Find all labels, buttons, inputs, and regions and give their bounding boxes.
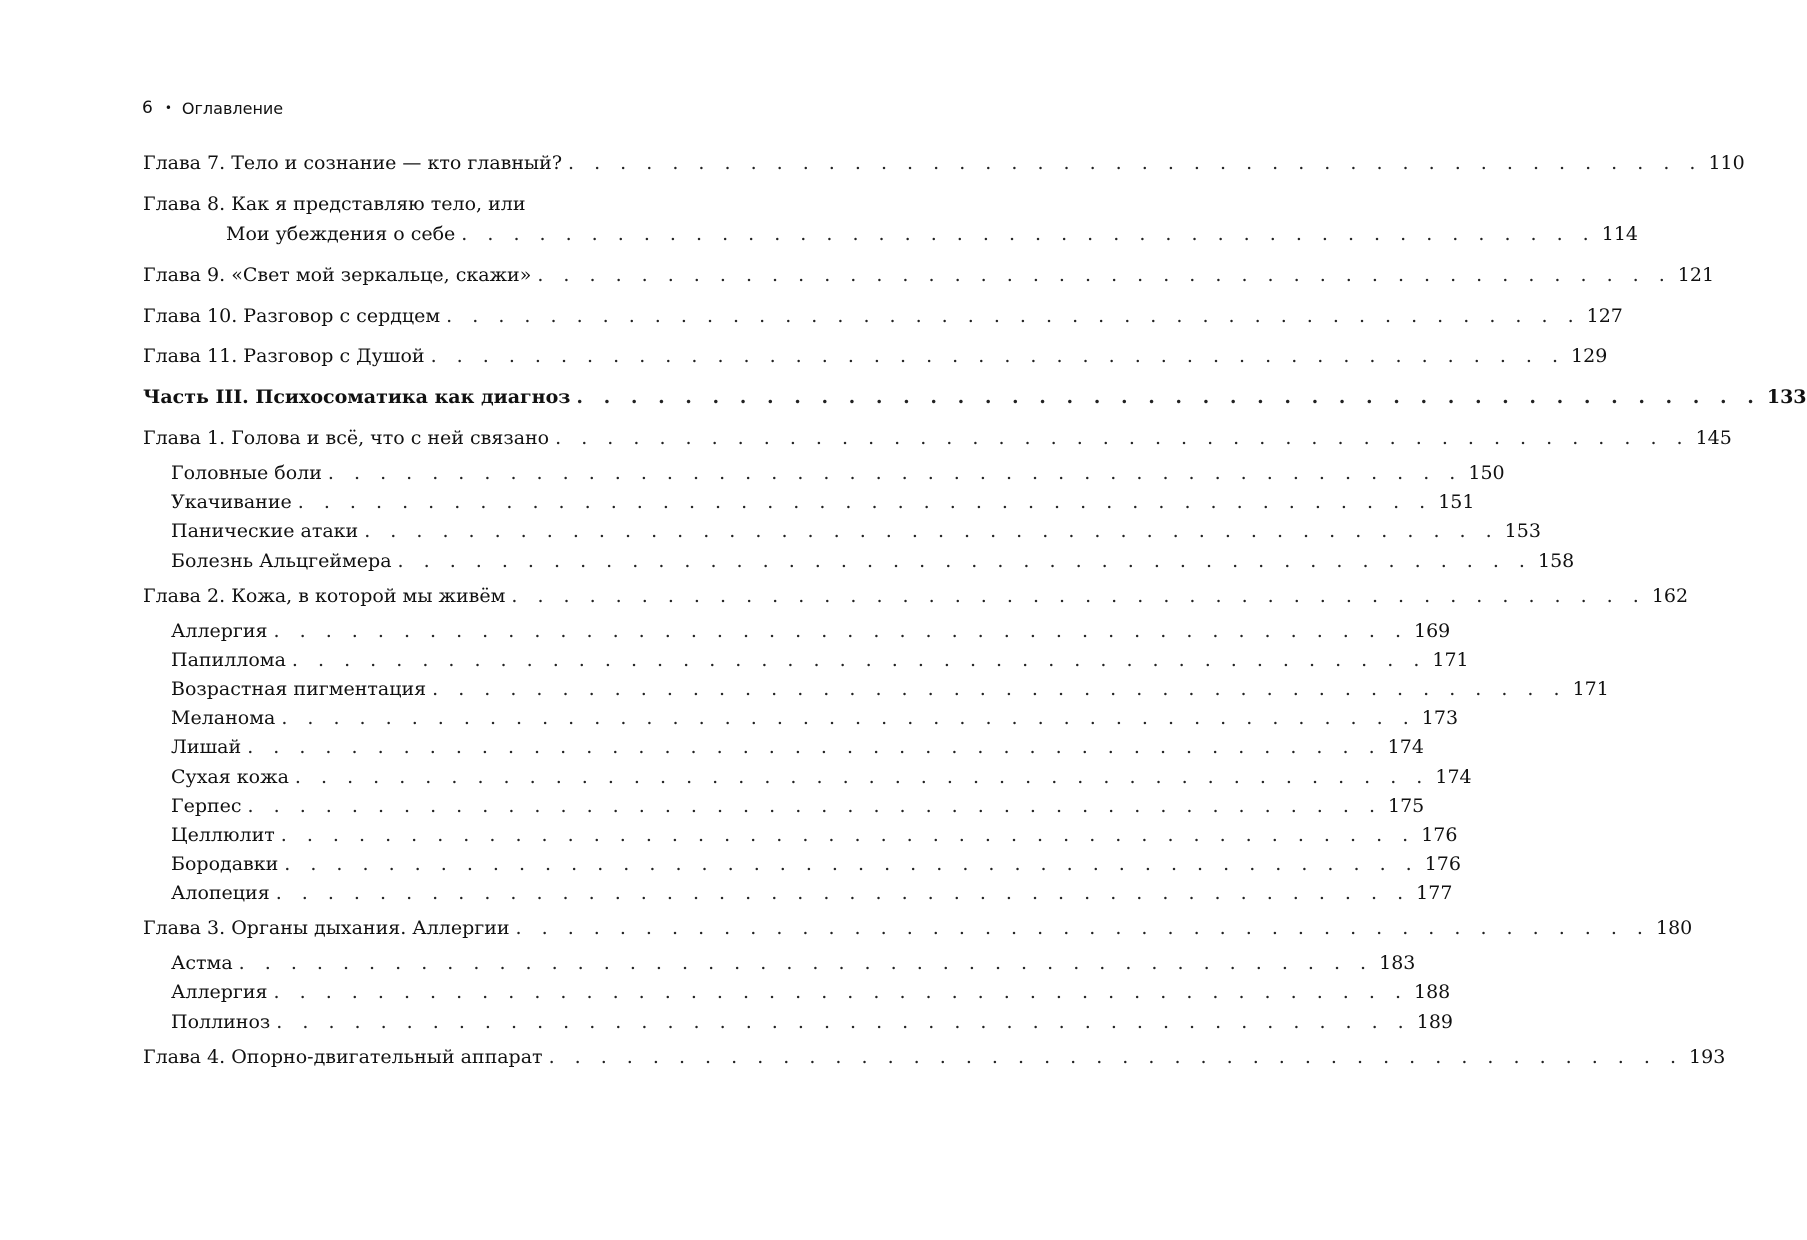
toc-entry-title: Головные боли <box>171 462 322 484</box>
toc-entry-page: 177 <box>1416 882 1453 904</box>
toc-entry-page: 176 <box>1424 853 1461 875</box>
toc-entry-title: Глава 3. Органы дыхания. Аллергии <box>143 917 510 939</box>
toc-entry-title: Поллиноз <box>171 1011 271 1033</box>
toc-subentry[interactable] <box>171 822 1458 848</box>
toc-entry-part3-chapter-2[interactable] <box>143 583 1689 609</box>
toc-entry-title: Глава 11. Разговор с Душой <box>143 345 425 367</box>
toc-entry-title: Лишай <box>171 736 242 758</box>
toc-subentry[interactable] <box>171 548 1575 574</box>
toc-entry-page: 153 <box>1504 520 1541 542</box>
leader-dots: . . . . . . . . . . . . . . . . . . . . . . . . . . . . . . . . . . . . . . . . . . . . <box>281 707 1416 729</box>
leader-dots: . . . . . . . . . . . . . . . . . . . . . . . . . . . . . . . . . . . . . . . . . . . . <box>247 736 1382 758</box>
toc-entry-page: 127 <box>1586 305 1623 327</box>
toc-entry-page: 158 <box>1537 550 1575 572</box>
toc-entry-title: Бородавки <box>171 853 279 875</box>
leader-dots: . . . . . . . . . . . . . . . . . . . . . . . . . . . . . . . . . . . . . . . . . . . . <box>461 223 1596 245</box>
toc-entry-page: 162 <box>1651 585 1689 607</box>
leader-dots: . . . . . . . . . . . . . . . . . . . . . . . . . . . . . . . . . . . . . . . . . . . . <box>275 882 1411 904</box>
toc-entry-title: Глава 4. Опорно-двигательный аппарат <box>143 1046 543 1068</box>
leader-dots: . . . . . . . . . . . . . . . . . . . . . . . . . . . . . . . . . . . . . . . . . . . . <box>397 550 1532 572</box>
running-header <box>142 98 283 118</box>
toc-entry-page: 175 <box>1388 795 1425 817</box>
toc-entry-part3-chapter-1[interactable] <box>143 425 1732 451</box>
toc-entry-part-3[interactable] <box>143 384 1807 410</box>
leader-dots: . . . . . . . . . . . . . . . . . . . . . . . . . . . . . . . . . . . . . . . . . . . . <box>294 766 1430 788</box>
toc-entry-page: 110 <box>1708 152 1745 174</box>
toc-entry-title: Мои убеждения о себе <box>226 223 456 245</box>
toc-entry-page: 188 <box>1414 981 1451 1003</box>
toc-entry-page: 129 <box>1571 345 1608 367</box>
leader-dots: . . . . . . . . . . . . . . . . . . . . . . . . . . . . . . . . . . . . . . . . . . . . <box>273 981 1408 1003</box>
toc-entry-chapter-11[interactable] <box>143 343 1608 369</box>
toc-subentry[interactable] <box>171 979 1451 1005</box>
toc-entry-page: 114 <box>1601 223 1638 245</box>
toc-entry-page: 174 <box>1435 766 1472 788</box>
toc-entry-title: Болезнь Альцгеймера <box>171 550 392 572</box>
toc-subentry[interactable] <box>171 764 1472 790</box>
leader-dots: . . . . . . . . . . . . . . . . . . . . . . . . . . . . . . . . . . . . . . . . . . . . <box>568 152 1703 174</box>
leader-dots: . . . . . . . . . . . . . . . . . . . . . . . . . . . . . . . . . . . . . . . . . . . . <box>548 1046 1684 1068</box>
leader-dots: . . . . . . . . . . . . . . . . . . . . . . . . . . . . . . . . . . . . . . . . . . . . <box>432 678 1567 700</box>
toc-subentry[interactable] <box>171 676 1609 702</box>
leader-dots: . . . . . . . . . . . . . . . . . . . . . . . . . . . . . . . . . . . . . . . . . . . . <box>515 917 1650 939</box>
leader-dots: . . . . . . . . . . . . . . . . . . . . . . . . . . . . . . . . . . . . . . . . . . . . <box>247 795 1382 817</box>
toc-entry-chapter-9[interactable] <box>143 262 1715 288</box>
toc-entry-page: 151 <box>1438 491 1475 513</box>
leader-dots: . . . . . . . . . . . . . . . . . . . . . . . . . . . . . . . . . . . . . . . . . . . . <box>537 264 1672 286</box>
toc-entry-page: 183 <box>1379 952 1416 974</box>
toc-entry-chapter-8-line1[interactable] <box>143 191 526 217</box>
toc-entry-title: Часть III. Психосоматика как диагноз <box>143 386 571 408</box>
toc-entry-title: Герпес <box>171 795 242 817</box>
toc-subentry[interactable] <box>171 1009 1453 1035</box>
toc-entry-page: 171 <box>1432 649 1469 671</box>
toc-subentry[interactable] <box>171 705 1459 731</box>
toc-entry-title: Глава 10. Разговор с сердцем <box>143 305 441 327</box>
toc-subentry[interactable] <box>171 851 1461 877</box>
toc-entry-title: Целлюлит <box>171 824 275 846</box>
toc-entry-page: 171 <box>1572 678 1609 700</box>
toc-subentry[interactable] <box>171 880 1453 906</box>
leader-dots: . . . . . . . . . . . . . . . . . . . . . . . . . . . . . . . . . . . . . . . . . . . . <box>273 620 1408 642</box>
toc-subentry[interactable] <box>171 734 1424 760</box>
toc-entry-title: Возрастная пигментация <box>171 678 427 700</box>
leader-dots: . . . . . . . . . . . . . . . . . . . . . . . . . . . . . . . . . . . . . . . . . . . . <box>555 427 1690 449</box>
leader-dots: . . . . . . . . . . . . . . . . . . . . . . . . . . . . . . . . . . . . . . . . . . . . <box>511 585 1646 607</box>
toc-entry-title: Укачивание <box>171 491 292 513</box>
leader-dots: . . . . . . . . . . . . . . . . . . . . . . . . . . . . . . . . . . . . . . . . . . . . <box>276 1011 1411 1033</box>
header-title: Оглавление <box>181 98 284 118</box>
toc-entry-page: 180 <box>1655 917 1693 939</box>
toc-entry-chapter-10[interactable] <box>143 303 1623 329</box>
toc-entry-page: 173 <box>1421 707 1459 729</box>
toc-entry-page: 145 <box>1695 427 1732 449</box>
toc-subentry[interactable] <box>171 793 1425 819</box>
toc-entry-page: 121 <box>1677 264 1715 286</box>
leader-dots: . . . . . . . . . . . . . . . . . . . . . . . . . . . . . . . . . . . . . . . . . . . . <box>297 491 1433 513</box>
leader-dots: . . . . . . . . . . . . . . . . . . . . . . . . . . . . . . . . . . . . . . . . . . . . <box>430 345 1566 367</box>
toc-entry-title: Панические атаки <box>171 520 359 542</box>
toc-subentry[interactable] <box>171 618 1451 644</box>
toc-subentry[interactable] <box>171 518 1541 544</box>
leader-dots: . . . . . . . . . . . . . . . . . . . . . . . . . . . . . . . . . . . . . . . . . . . . <box>576 386 1761 408</box>
toc-entry-page: 169 <box>1414 620 1451 642</box>
toc-entry-page: 176 <box>1421 824 1458 846</box>
leader-dots: . . . . . . . . . . . . . . . . . . . . . . . . . . . . . . . . . . . . . . . . . . . . <box>327 462 1463 484</box>
toc-entry-title: Аллергия <box>171 620 268 642</box>
toc-entry-chapter-8-line2[interactable] <box>226 221 1638 247</box>
toc-entry-title: Глава 9. «Свет мой зеркальце, скажи» <box>143 264 532 286</box>
toc-subentry[interactable] <box>171 489 1475 515</box>
toc-entry-part3-chapter-4[interactable] <box>143 1044 1726 1070</box>
leader-dots: . . . . . . . . . . . . . . . . . . . . . . . . . . . . . . . . . . . . . . . . . . . . <box>238 952 1374 974</box>
toc-entry-page: 133 <box>1766 386 1807 408</box>
toc-entry-title: Алопеция <box>171 882 270 904</box>
header-bullet: • <box>164 101 172 115</box>
toc-entry-title: Глава 1. Голова и всё, что с ней связано <box>143 427 550 449</box>
toc-entry-chapter-7[interactable] <box>143 150 1745 176</box>
toc-entry-title: Меланома <box>171 707 276 729</box>
toc-entry-title: Глава 2. Кожа, в которой мы живём <box>143 585 506 607</box>
toc-entry-title: Аллергия <box>171 981 268 1003</box>
toc-entry-part3-chapter-3[interactable] <box>143 915 1693 941</box>
toc-entry-title: Глава 8. Как я представляю тело, или <box>143 193 526 215</box>
toc-entry-title: Сухая кожа <box>171 766 289 788</box>
toc-entry-title: Астма <box>171 952 233 974</box>
toc-entry-page: 174 <box>1387 736 1424 758</box>
leader-dots: . . . . . . . . . . . . . . . . . . . . . . . . . . . . . . . . . . . . . . . . . . . . <box>446 305 1581 327</box>
leader-dots: . . . . . . . . . . . . . . . . . . . . . . . . . . . . . . . . . . . . . . . . . . . . <box>364 520 1499 542</box>
leader-dots: . . . . . . . . . . . . . . . . . . . . . . . . . . . . . . . . . . . . . . . . . . . . <box>284 853 1419 875</box>
toc-entry-page: 189 <box>1416 1011 1453 1033</box>
toc-subentry[interactable] <box>171 950 1416 976</box>
leader-dots: . . . . . . . . . . . . . . . . . . . . . . . . . . . . . . . . . . . . . . . . . . . . <box>291 649 1427 671</box>
toc-entry-page: 193 <box>1689 1046 1726 1068</box>
page-number: 6 <box>142 98 153 118</box>
toc-subentry[interactable] <box>171 460 1505 486</box>
leader-dots: . . . . . . . . . . . . . . . . . . . . . . . . . . . . . . . . . . . . . . . . . . . . <box>280 824 1416 846</box>
toc-entry-page: 150 <box>1468 462 1505 484</box>
toc-entry-title: Глава 7. Тело и сознание — кто главный? <box>143 152 563 174</box>
toc-subentry[interactable] <box>171 647 1469 673</box>
toc-entry-title: Папиллома <box>171 649 286 671</box>
